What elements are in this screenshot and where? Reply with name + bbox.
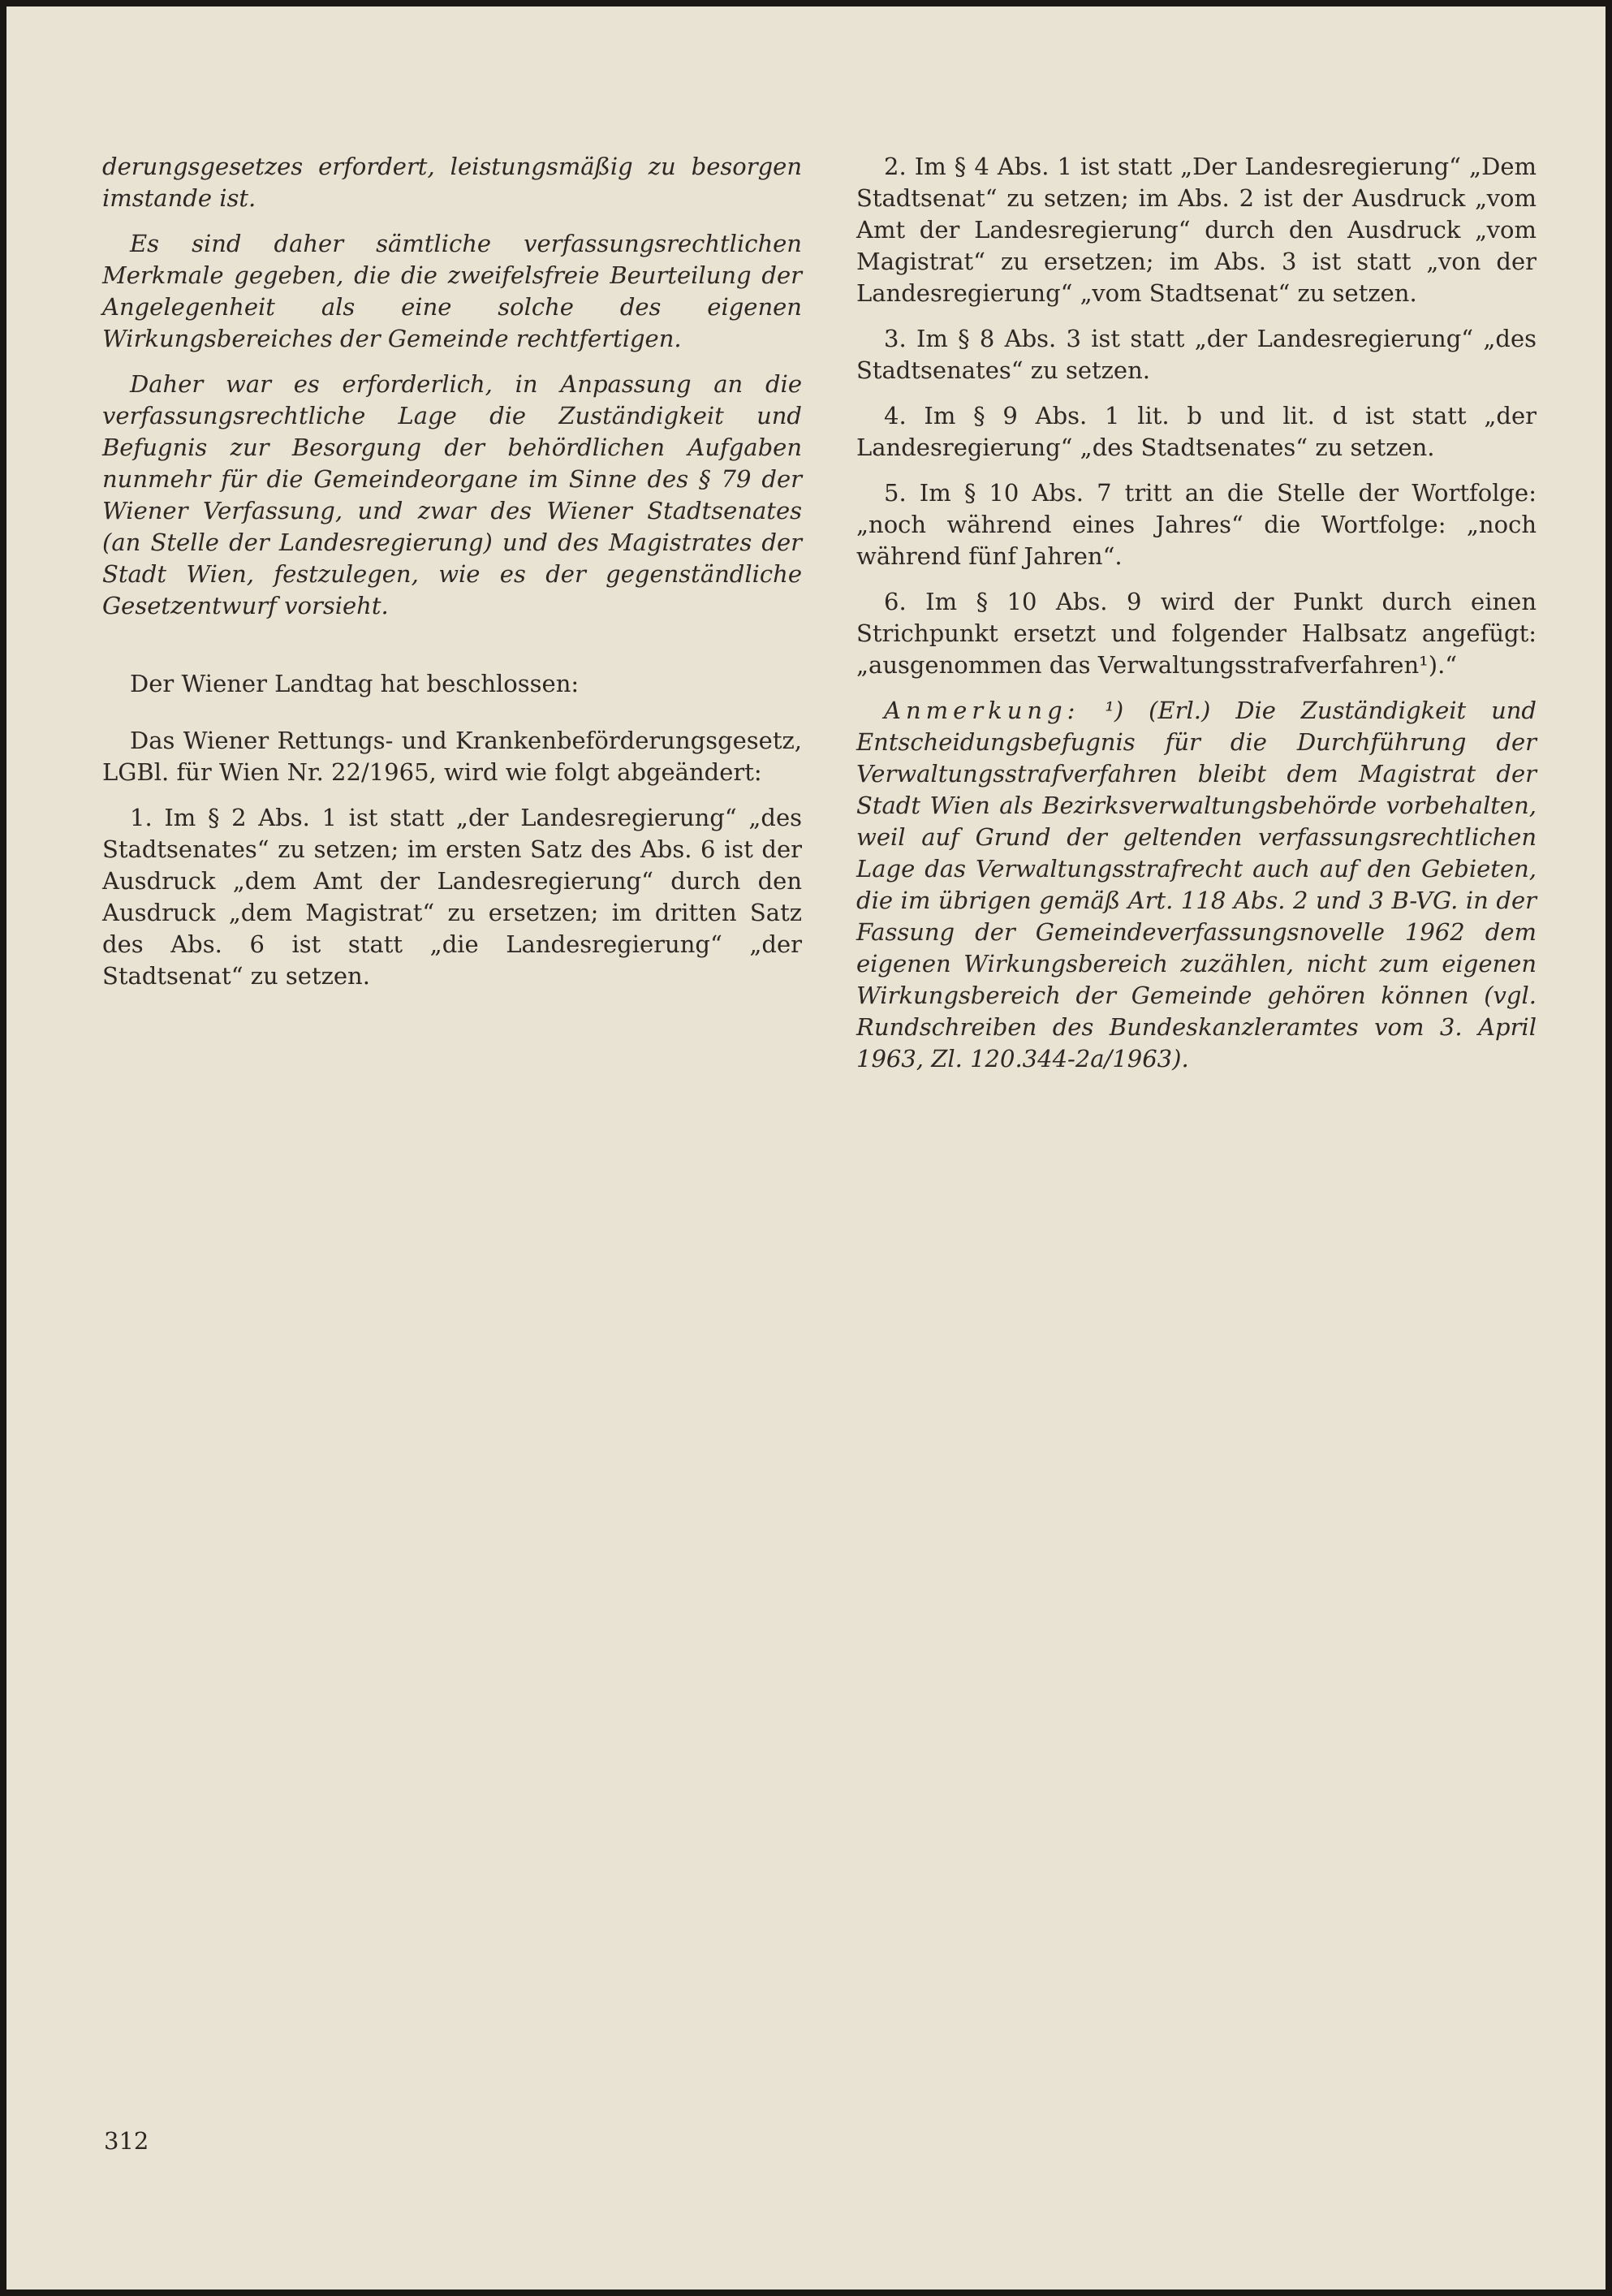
resolution-statement: Der Wiener Landtag hat beschlossen: — [130, 670, 580, 697]
amendment-item: 5. Im § 10 Abs. 7 tritt an die Stelle der Wortfolge: „noch während eines Jahres“ die Wortfolge: „noch während fünf Jahren“. — [856, 479, 1537, 570]
spacer — [102, 636, 802, 668]
spacer — [102, 714, 802, 725]
footnote-text: ¹) (Erl.) Die Zuständigkeit und Entscheidungsbefugnis für die Durchführung der Verwaltungsstrafverfahren bleibt dem Magistrat der Stadt Wien als Bezirksverwaltungsbehörde vorbehalten, weil auf Grund der geltenden verfassungsrechtlichen Lage das Verwaltungsstrafrecht auch auf den Gebieten, die im übrigen gemäß Art. 118 Abs. 2 und 3 B-VG. in der Fassung der Gemeindeverfassungsnovelle 1962 dem eigenen Wirkungsbereich zuzählen, nicht zum eigenen Wirkungsbereich der Gemeinde gehören können (vgl. Rundschreiben des Bundeskanzleramtes vom 3. April 1963, Zl. 120.344-2a/1963). — [856, 697, 1537, 1072]
footnote — [856, 695, 1537, 1075]
left-column — [102, 151, 802, 1006]
explanation-paragraph: Es sind daher sämtliche verfassungsrechtlichen Merkmale gegeben, die die zweifelsfreie Beurteilung der Angelegenheit als eine solche des eigenen Wirkungsbereiches der Gemeinde rechtfertigen. — [102, 230, 802, 352]
explanation-continued-paragraph: derungsgesetzes erfordert, leistungsmäßig zu besorgen imstande ist. — [102, 153, 802, 212]
amendment-item: 2. Im § 4 Abs. 1 ist statt „Der Landesregierung“ „Dem Stadtsenat“ zu setzen; im Abs. 2 ist der Ausdruck „vom Amt der Landesregierung“ durch den Ausdruck „vom Magistrat“ zu ersetzen; im Abs. 3 ist statt „von der Landesregierung“ „vom Stadtsenat“ zu setzen. — [856, 153, 1537, 307]
amendment-item: 1. Im § 2 Abs. 1 ist statt „der Landesregierung“ „des Stadtsenates“ zu setzen; im ersten Satz des Abs. 6 ist der Ausdruck „dem Amt der Landesregierung“ durch den Ausdruck „dem Magistrat“ zu ersetzen; im dritten Satz des Abs. 6 ist statt „die Landesregierung“ „der Stadtsenat“ zu setzen. — [102, 804, 802, 990]
amendment-item: 4. Im § 9 Abs. 1 lit. b und lit. d ist statt „der Landesregierung“ „des Stadtsenates“ zu setzen. — [856, 402, 1537, 461]
footnote-label: Anmerkung: — [884, 697, 1080, 724]
page-number: 312 — [104, 2127, 149, 2155]
document-page — [6, 6, 1606, 2290]
explanation-paragraph: Daher war es erforderlich, in Anpassung an die verfassungsrechtliche Lage die Zuständigkeit und Befugnis zur Besorgung der behördlichen Aufgaben nunmehr für die Gemeindeorgane im Sinne des § 79 der Wiener Verfassung, und zwar des Wiener Stadtsenates (an Stelle der Landesregierung) und des Magistrates der Stadt Wien, festzulegen, wie es der gegenständliche Gesetzentwurf vorsieht. — [102, 370, 802, 619]
amendment-item: 3. Im § 8 Abs. 3 ist statt „der Landesregierung“ „des Stadtsenates“ zu setzen. — [856, 325, 1537, 384]
amendment-intro: Das Wiener Rettungs- und Krankenbeförderungsgesetz, LGBl. für Wien Nr. 22/1965, wird wie folgt abgeändert: — [102, 727, 802, 786]
amendment-item: 6. Im § 10 Abs. 9 wird der Punkt durch einen Strichpunkt ersetzt und folgender Halbsatz angefügt: „ausgenommen das Verwaltungsstrafverfahren¹).“ — [856, 588, 1537, 679]
right-column — [856, 151, 1537, 1089]
